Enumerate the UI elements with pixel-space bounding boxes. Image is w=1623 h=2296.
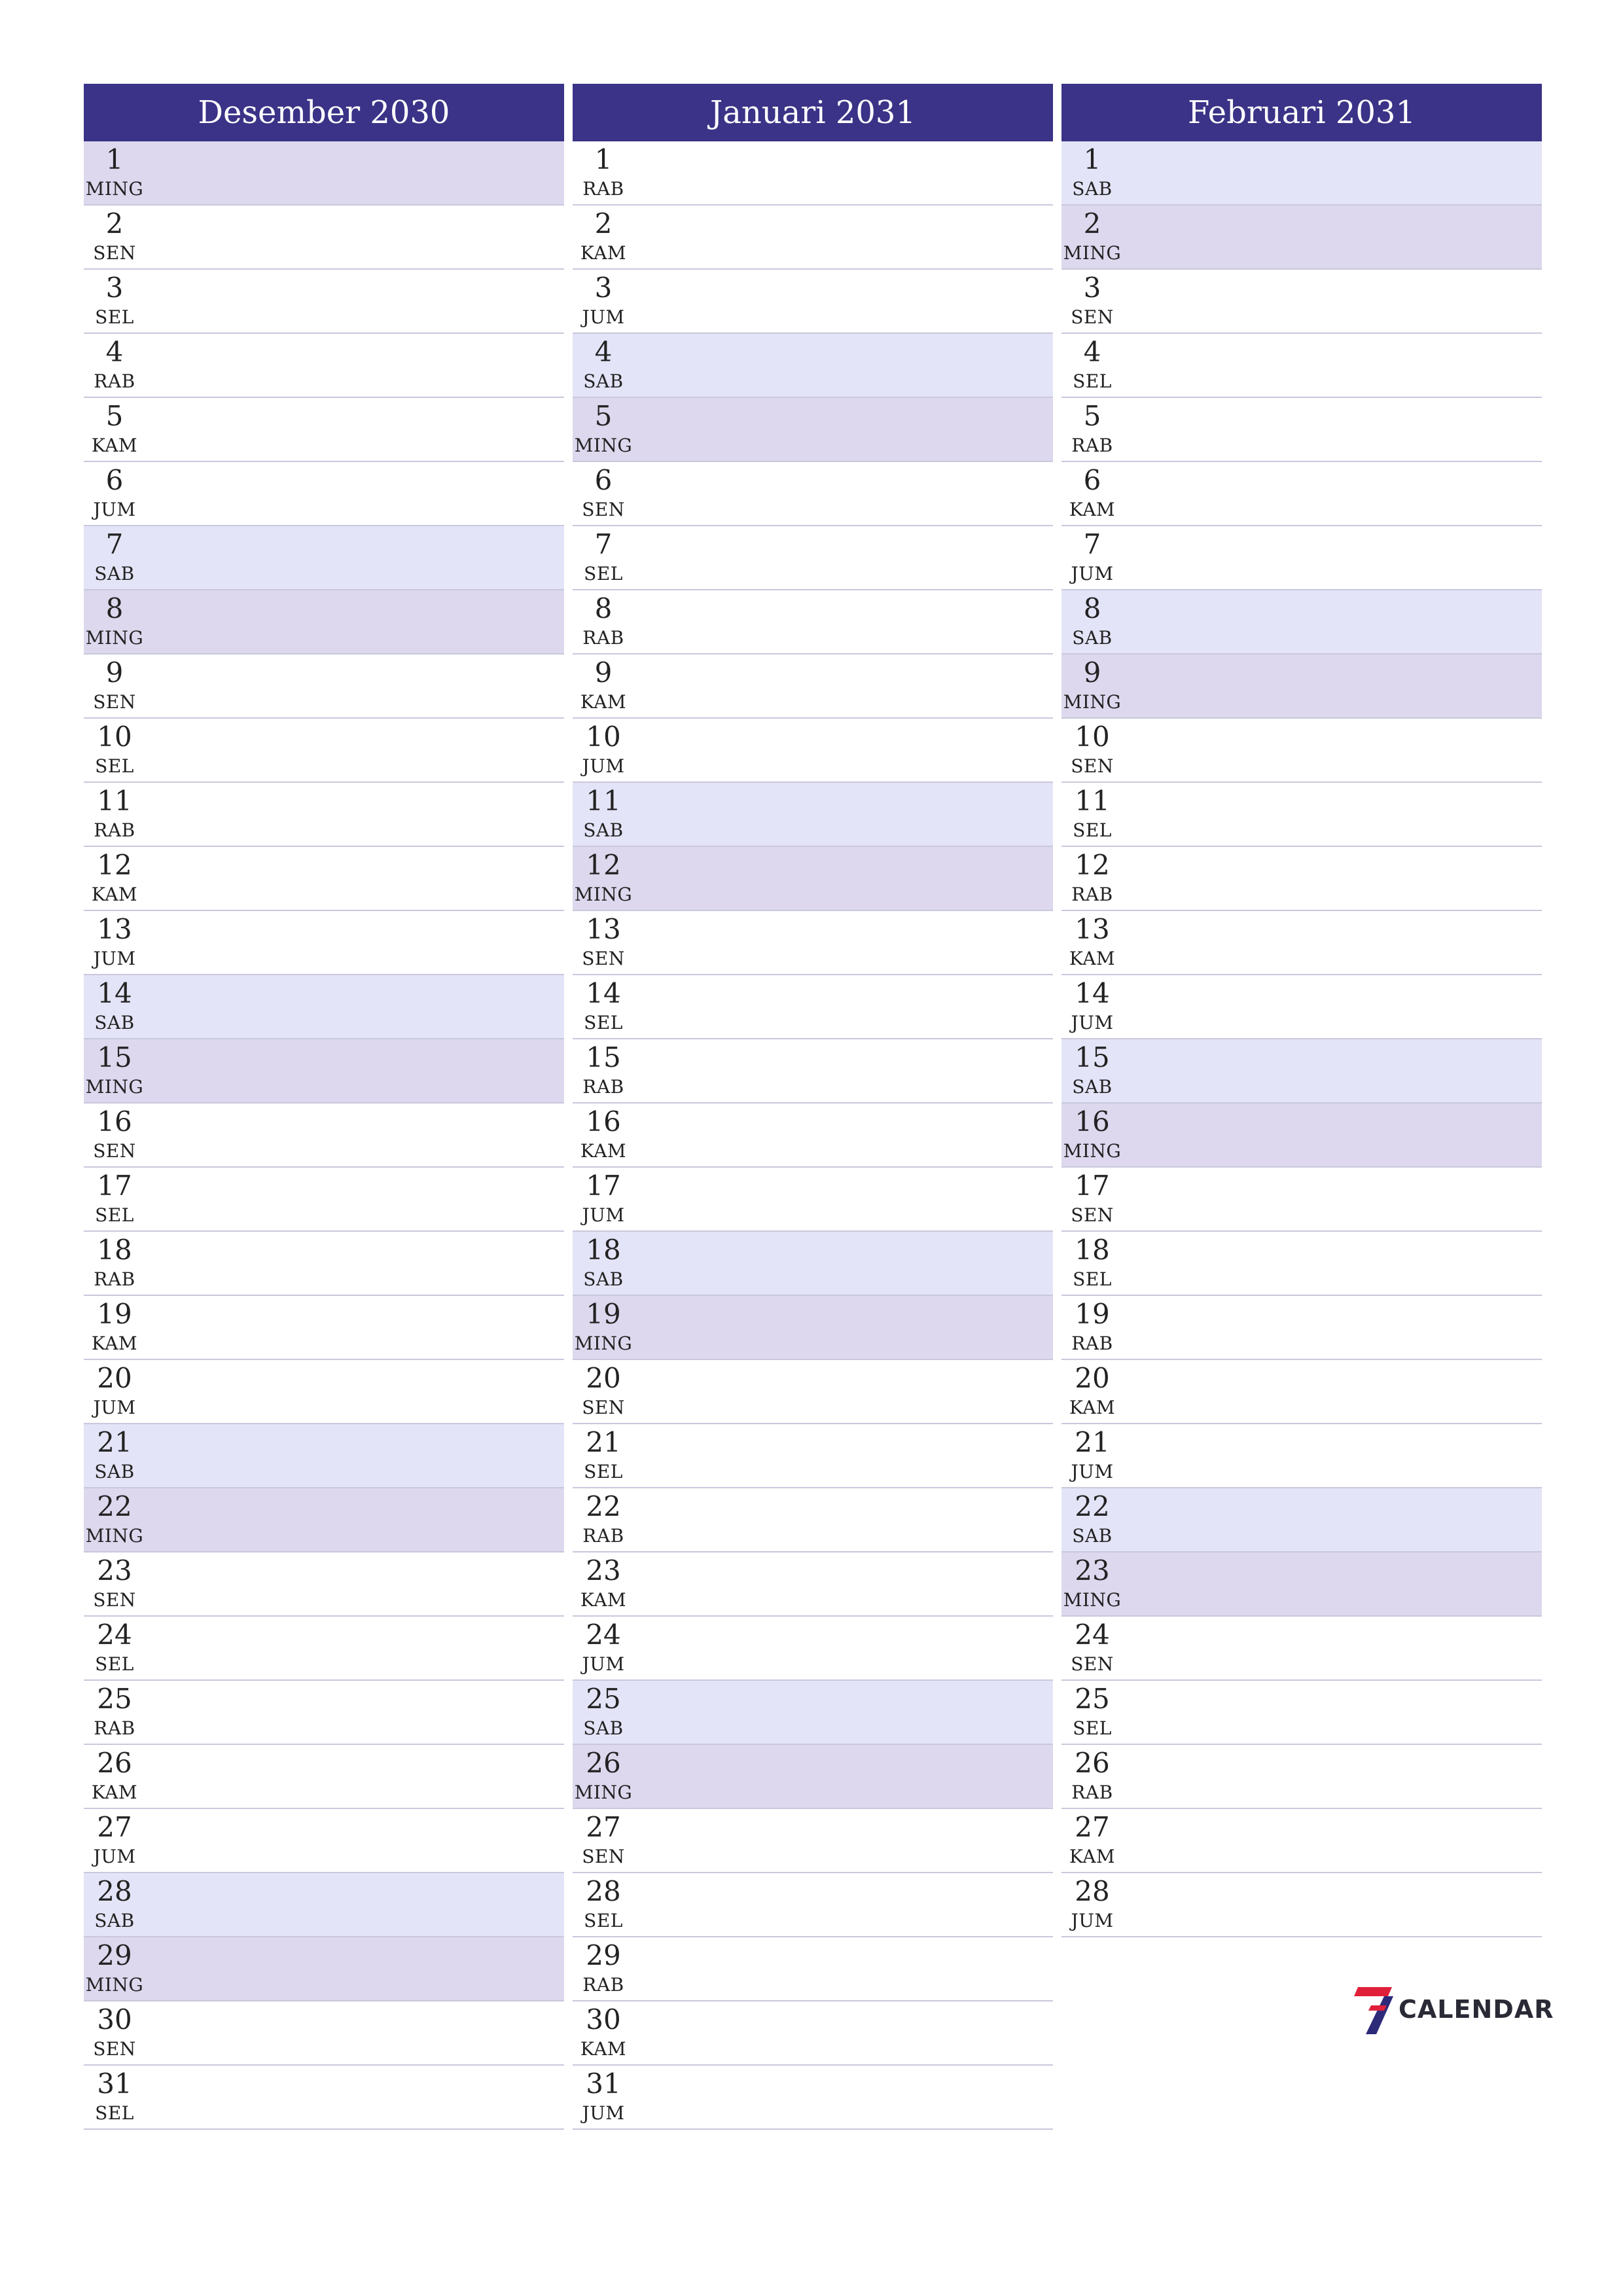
day-row (1061, 911, 1542, 975)
weekday-label: SEN (1071, 1653, 1114, 1675)
day-number: 16 (586, 1105, 621, 1138)
weekday-label: SAB (583, 1717, 624, 1739)
weekday-label: RAB (1071, 435, 1113, 456)
weekday-label: MING (85, 1525, 144, 1547)
weekday-label: SEL (584, 563, 623, 584)
day-row (84, 334, 564, 398)
day-number: 9 (594, 656, 613, 689)
weekday-label: MING (574, 884, 633, 905)
weekday-label: SAB (94, 563, 135, 584)
day-row (1061, 206, 1542, 270)
weekday-label: SEN (582, 1397, 625, 1418)
weekday-label: SAB (1072, 1076, 1113, 1098)
day-row (84, 1360, 564, 1424)
day-number: 7 (594, 528, 613, 560)
day-row (84, 1681, 564, 1745)
day-number: 2 (1083, 207, 1101, 240)
day-number: 26 (97, 1747, 132, 1779)
day-number: 26 (1075, 1747, 1110, 1779)
day-row (573, 1360, 1053, 1424)
day-number: 14 (1075, 977, 1110, 1009)
day-number: 10 (97, 721, 132, 753)
day-number: 24 (586, 1619, 621, 1651)
day-number: 20 (586, 1362, 621, 1394)
weekday-label: JUM (582, 306, 625, 328)
day-row (84, 590, 564, 655)
day-number: 9 (1083, 656, 1101, 689)
weekday-label: KAM (1069, 1397, 1116, 1418)
day-number: 15 (586, 1041, 621, 1073)
day-row (84, 655, 564, 719)
day-number: 1 (105, 143, 124, 175)
day-row (84, 1937, 564, 2001)
day-row (573, 719, 1053, 783)
weekday-label: SEL (584, 1910, 623, 1931)
day-row (1061, 270, 1542, 334)
day-row (573, 1873, 1053, 1937)
weekday-label: MING (1063, 242, 1122, 264)
day-row (84, 206, 564, 270)
day-row (573, 1488, 1053, 1552)
day-number: 17 (1075, 1170, 1110, 1202)
seven-logo-icon (1351, 1983, 1395, 2036)
day-number: 5 (105, 400, 124, 432)
day-row (573, 1937, 1053, 2001)
day-row (573, 1232, 1053, 1296)
weekday-label: SEN (93, 1140, 136, 1162)
day-row (84, 1103, 564, 1168)
day-row (84, 1745, 564, 1809)
day-number: 11 (1075, 785, 1110, 817)
day-number: 21 (586, 1426, 621, 1458)
weekday-label: SEL (95, 755, 134, 777)
day-row (84, 911, 564, 975)
weekday-label: SAB (94, 1461, 135, 1482)
weekday-label: RAB (94, 819, 135, 841)
day-number: 5 (1083, 400, 1101, 432)
day-row (84, 1296, 564, 1360)
day-number: 1 (1083, 143, 1101, 175)
weekday-label: JUM (1071, 1461, 1114, 1482)
day-row (573, 1552, 1053, 1617)
day-number: 8 (105, 592, 124, 624)
weekday-label: RAB (1071, 884, 1113, 905)
day-number: 26 (586, 1747, 621, 1779)
day-row (1061, 334, 1542, 398)
weekday-label: KAM (91, 1782, 138, 1803)
day-number: 14 (97, 977, 132, 1009)
weekday-label: KAM (1069, 1846, 1116, 1867)
day-number: 2 (594, 207, 613, 240)
weekday-label: RAB (1071, 1333, 1113, 1354)
weekday-label: SEN (582, 1846, 625, 1867)
day-number: 28 (1075, 1875, 1110, 1907)
day-row (84, 847, 564, 911)
day-row (573, 141, 1053, 206)
weekday-label: SEN (93, 1589, 136, 1611)
day-number: 17 (97, 1170, 132, 1202)
weekday-label: SEN (1071, 1204, 1114, 1226)
weekday-label: JUM (582, 755, 625, 777)
weekday-label: KAM (91, 1333, 138, 1354)
day-number: 24 (97, 1619, 132, 1651)
day-row (84, 1552, 564, 1617)
day-row (1061, 1681, 1542, 1745)
weekday-label: SAB (94, 1012, 135, 1033)
day-number: 17 (586, 1170, 621, 1202)
day-row (573, 1296, 1053, 1360)
day-row (84, 1873, 564, 1937)
weekday-label: KAM (580, 1589, 627, 1611)
weekday-label: SAB (583, 370, 624, 392)
day-row (84, 1168, 564, 1232)
day-row (573, 847, 1053, 911)
weekday-label: KAM (91, 884, 138, 905)
weekday-label: MING (85, 1076, 144, 1098)
day-number: 3 (105, 272, 124, 304)
weekday-label: SEL (1073, 1717, 1112, 1739)
weekday-label: SEL (95, 1204, 134, 1226)
day-row (573, 1617, 1053, 1681)
day-number: 8 (594, 592, 613, 624)
day-row (573, 975, 1053, 1039)
weekday-label: JUM (93, 1397, 136, 1418)
day-row (1061, 398, 1542, 462)
day-number: 6 (105, 464, 124, 496)
day-number: 11 (586, 785, 621, 817)
day-row (573, 526, 1053, 590)
day-number: 4 (105, 336, 124, 368)
day-row (573, 590, 1053, 655)
day-row (573, 2066, 1053, 2130)
day-row (84, 1039, 564, 1103)
weekday-label: MING (574, 435, 633, 456)
weekday-label: JUM (1071, 1910, 1114, 1931)
weekday-label: SAB (583, 1268, 624, 1290)
weekday-label: SEL (1073, 819, 1112, 841)
day-number: 8 (1083, 592, 1101, 624)
weekday-label: SEL (1073, 1268, 1112, 1290)
day-row (1061, 590, 1542, 655)
weekday-label: JUM (93, 1846, 136, 1867)
day-number: 29 (586, 1939, 621, 1971)
day-number: 10 (586, 721, 621, 753)
weekday-label: JUM (582, 1204, 625, 1226)
day-number: 15 (97, 1041, 132, 1073)
day-row (1061, 1617, 1542, 1681)
day-number: 22 (97, 1490, 132, 1522)
weekday-label: RAB (582, 1525, 624, 1547)
day-row (573, 655, 1053, 719)
day-row (84, 719, 564, 783)
weekday-label: SAB (1072, 627, 1113, 649)
day-number: 23 (97, 1554, 132, 1587)
day-number: 5 (594, 400, 613, 432)
weekday-label: KAM (580, 1140, 627, 1162)
day-row (573, 783, 1053, 847)
day-number: 13 (586, 913, 621, 945)
day-number: 31 (97, 2068, 132, 2100)
day-number: 7 (1083, 528, 1101, 560)
weekday-label: JUM (93, 499, 136, 520)
day-number: 23 (586, 1554, 621, 1587)
weekday-label: KAM (580, 242, 627, 264)
day-number: 3 (1083, 272, 1101, 304)
weekday-label: SEN (1071, 306, 1114, 328)
day-number: 27 (586, 1811, 621, 1843)
weekday-label: MING (574, 1782, 633, 1803)
month-title: Februari 2031 (1061, 84, 1542, 141)
day-row (1061, 1488, 1542, 1552)
day-number: 30 (586, 2003, 621, 2036)
day-number: 22 (1075, 1490, 1110, 1522)
day-row (1061, 1360, 1542, 1424)
day-number: 22 (586, 1490, 621, 1522)
day-row (1061, 1039, 1542, 1103)
day-number: 28 (586, 1875, 621, 1907)
day-row (84, 1809, 564, 1873)
day-row (1061, 1232, 1542, 1296)
weekday-label: SAB (94, 1910, 135, 1931)
weekday-label: JUM (582, 1653, 625, 1675)
weekday-label: SEL (584, 1012, 623, 1033)
day-row (1061, 1296, 1542, 1360)
day-row (573, 462, 1053, 526)
day-row (1061, 655, 1542, 719)
day-number: 12 (1075, 849, 1110, 881)
day-row (573, 398, 1053, 462)
day-row (573, 911, 1053, 975)
day-row (1061, 141, 1542, 206)
month-title: Desember 2030 (84, 84, 564, 141)
day-row (573, 1745, 1053, 1809)
day-row (1061, 1552, 1542, 1617)
day-number: 31 (586, 2068, 621, 2100)
month-column (1061, 84, 1542, 1937)
weekday-label: RAB (582, 1974, 624, 1996)
day-number: 4 (1083, 336, 1101, 368)
weekday-label: MING (85, 1974, 144, 1996)
day-row (84, 1617, 564, 1681)
weekday-label: RAB (582, 627, 624, 649)
day-number: 23 (1075, 1554, 1110, 1587)
day-number: 12 (586, 849, 621, 881)
weekday-label: RAB (582, 178, 624, 200)
day-row (1061, 1424, 1542, 1488)
day-number: 18 (97, 1234, 132, 1266)
month-column (573, 84, 1053, 2130)
weekday-label: SEL (95, 306, 134, 328)
weekday-label: SEN (93, 691, 136, 713)
day-row (1061, 1873, 1542, 1937)
day-row (84, 462, 564, 526)
day-number: 1 (594, 143, 613, 175)
day-row (84, 975, 564, 1039)
day-row (1061, 783, 1542, 847)
weekday-label: MING (1063, 691, 1122, 713)
weekday-label: KAM (580, 691, 627, 713)
day-row (1061, 719, 1542, 783)
day-row (1061, 1745, 1542, 1809)
day-row (573, 1103, 1053, 1168)
day-number: 28 (97, 1875, 132, 1907)
day-number: 18 (586, 1234, 621, 1266)
day-number: 25 (1075, 1683, 1110, 1715)
month-title: Januari 2031 (573, 84, 1053, 141)
weekday-label: KAM (91, 435, 138, 456)
day-row (84, 1424, 564, 1488)
day-number: 27 (97, 1811, 132, 1843)
brand-logo (1351, 1983, 1554, 2036)
weekday-label: MING (1063, 1140, 1122, 1162)
weekday-label: SAB (1072, 1525, 1113, 1547)
day-row (84, 1488, 564, 1552)
day-row (1061, 975, 1542, 1039)
weekday-label: RAB (94, 1268, 135, 1290)
month-column (84, 84, 564, 2130)
day-number: 19 (586, 1298, 621, 1330)
day-row (573, 2001, 1053, 2066)
weekday-label: SAB (583, 819, 624, 841)
weekday-label: SEL (95, 2102, 134, 2124)
weekday-label: SEL (584, 1461, 623, 1482)
day-number: 15 (1075, 1041, 1110, 1073)
weekday-label: RAB (582, 1076, 624, 1098)
day-row (84, 2066, 564, 2130)
day-number: 6 (1083, 464, 1101, 496)
day-row (1061, 462, 1542, 526)
day-row (1061, 526, 1542, 590)
day-number: 10 (1075, 721, 1110, 753)
day-number: 2 (105, 207, 124, 240)
day-number: 13 (97, 913, 132, 945)
day-row (573, 1809, 1053, 1873)
day-number: 21 (1075, 1426, 1110, 1458)
day-number: 6 (594, 464, 613, 496)
weekday-label: JUM (93, 948, 136, 969)
day-number: 18 (1075, 1234, 1110, 1266)
day-number: 30 (97, 2003, 132, 2036)
day-number: 13 (1075, 913, 1110, 945)
day-row (1061, 1103, 1542, 1168)
day-number: 25 (97, 1683, 132, 1715)
weekday-label: MING (1063, 1589, 1122, 1611)
day-row (1061, 1168, 1542, 1232)
weekday-label: SEN (93, 2038, 136, 2060)
day-number: 16 (1075, 1105, 1110, 1138)
weekday-label: MING (85, 627, 144, 649)
day-number: 4 (594, 336, 613, 368)
weekday-label: RAB (1071, 1782, 1113, 1803)
day-row (573, 206, 1053, 270)
weekday-label: MING (85, 178, 144, 200)
day-number: 27 (1075, 1811, 1110, 1843)
day-row (84, 141, 564, 206)
weekday-label: RAB (94, 370, 135, 392)
day-number: 21 (97, 1426, 132, 1458)
day-row (84, 270, 564, 334)
weekday-label: SEN (1071, 755, 1114, 777)
weekday-label: MING (574, 1333, 633, 1354)
day-number: 9 (105, 656, 124, 689)
weekday-label: JUM (1071, 1012, 1114, 1033)
day-number: 24 (1075, 1619, 1110, 1651)
day-number: 20 (1075, 1362, 1110, 1394)
day-row (84, 783, 564, 847)
day-row (84, 1232, 564, 1296)
weekday-label: SEN (93, 242, 136, 264)
weekday-label: SEN (582, 499, 625, 520)
weekday-label: KAM (580, 2038, 627, 2060)
day-number: 20 (97, 1362, 132, 1394)
day-number: 16 (97, 1105, 132, 1138)
day-number: 14 (586, 977, 621, 1009)
weekday-label: RAB (94, 1717, 135, 1739)
day-number: 12 (97, 849, 132, 881)
day-number: 25 (586, 1683, 621, 1715)
day-number: 19 (97, 1298, 132, 1330)
day-row (84, 398, 564, 462)
weekday-label: KAM (1069, 948, 1116, 969)
day-number: 3 (594, 272, 613, 304)
logo-text: CALENDAR (1399, 1995, 1554, 2024)
weekday-label: JUM (1071, 563, 1114, 584)
day-row (1061, 1809, 1542, 1873)
weekday-label: SEN (582, 948, 625, 969)
day-number: 19 (1075, 1298, 1110, 1330)
day-number: 11 (97, 785, 132, 817)
weekday-label: KAM (1069, 499, 1116, 520)
day-row (573, 1039, 1053, 1103)
day-row (573, 1681, 1053, 1745)
weekday-label: SAB (1072, 178, 1113, 200)
day-row (573, 270, 1053, 334)
day-row (84, 2001, 564, 2066)
day-row (84, 526, 564, 590)
weekday-label: JUM (582, 2102, 625, 2124)
day-row (573, 1168, 1053, 1232)
day-row (573, 334, 1053, 398)
weekday-label: SEL (95, 1653, 134, 1675)
day-row (573, 1424, 1053, 1488)
day-number: 7 (105, 528, 124, 560)
weekday-label: SEL (1073, 370, 1112, 392)
day-number: 29 (97, 1939, 132, 1971)
day-row (1061, 847, 1542, 911)
